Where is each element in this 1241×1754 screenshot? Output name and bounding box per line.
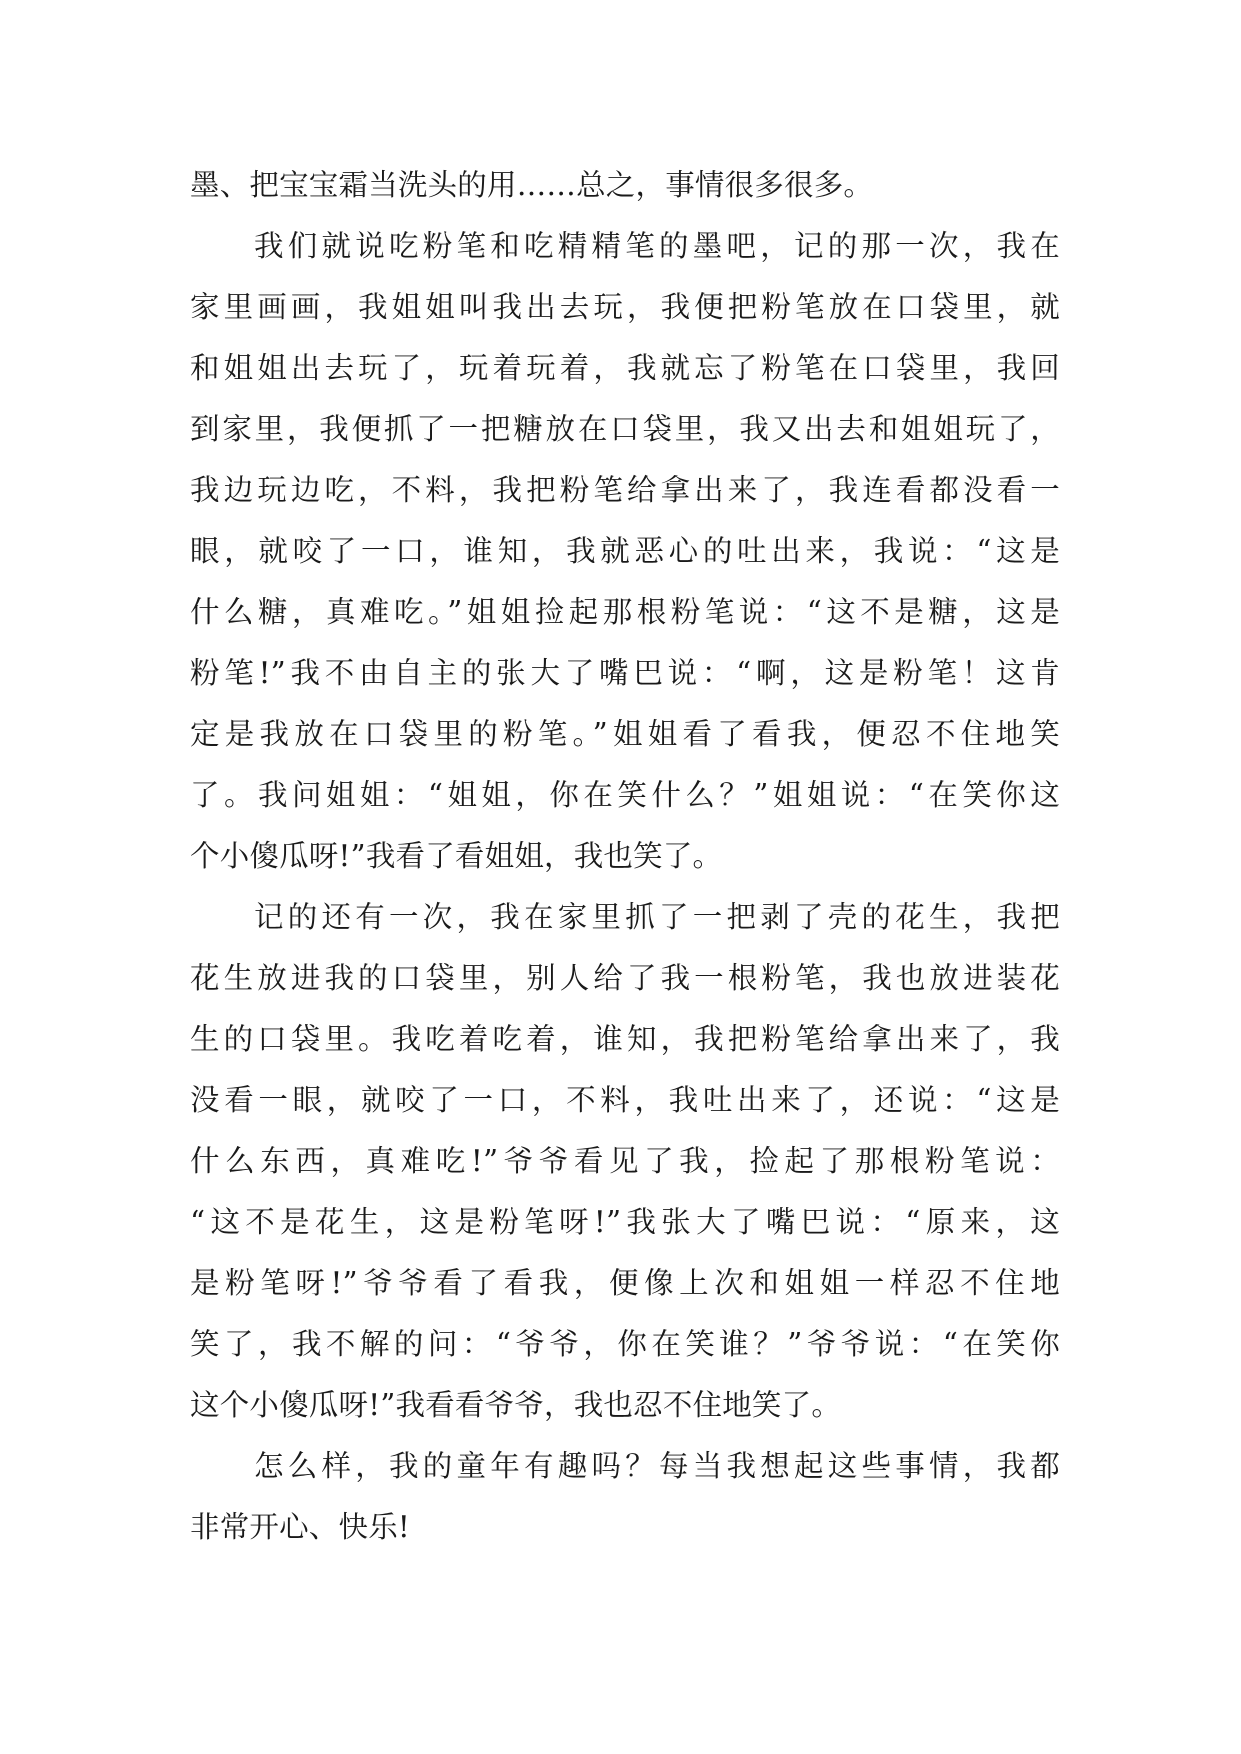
text-line: “这不是花生，这是粉笔呀!”我张大了嘴巴说：“原来，这	[190, 1205, 1060, 1239]
text-line: 这个小傻瓜呀!”我看看爷爷，我也忍不住地笑了。	[190, 1388, 842, 1422]
text-line: 墨、把宝宝霜当洗头的用……总之，事情很多很多。	[190, 168, 874, 202]
text-line: 了。我问姐姐：“姐姐，你在笑什么？”姐姐说：“在笑你这	[190, 778, 1060, 812]
text-line: 是粉笔呀!”爷爷看了看我，便像上次和姐姐一样忍不住地	[190, 1266, 1060, 1300]
text-line: 和姐姐出去玩了，玩着玩着，我就忘了粉笔在口袋里，我回	[190, 351, 1060, 385]
text-line: 记的还有一次，我在家里抓了一把剥了壳的花生，我把	[254, 900, 1060, 934]
text-line: 生的口袋里。我吃着吃着，谁知，我把粉笔给拿出来了，我	[190, 1022, 1060, 1056]
text-line: 定是我放在口袋里的粉笔。”姐姐看了看我，便忍不住地笑	[190, 717, 1060, 751]
text-line: 个小傻瓜呀!”我看了看姐姐，我也笑了。	[190, 839, 723, 873]
text-line: 粉笔!”我不由自主的张大了嘴巴说：“啊，这是粉笔！这肯	[190, 656, 1060, 690]
text-line: 笑了，我不解的问：“爷爷，你在笑谁？”爷爷说：“在笑你	[190, 1327, 1060, 1361]
text-line: 我边玩边吃，不料，我把粉笔给拿出来了，我连看都没看一	[190, 473, 1060, 507]
text-line: 花生放进我的口袋里，别人给了我一根粉笔，我也放进装花	[190, 961, 1060, 995]
text-line: 我们就说吃粉笔和吃精精笔的墨吧，记的那一次，我在	[254, 229, 1060, 263]
text-line: 什么东西，真难吃!”爷爷看见了我，捡起了那根粉笔说：	[190, 1144, 1060, 1178]
text-line: 怎么样，我的童年有趣吗？每当我想起这些事情，我都	[254, 1449, 1060, 1483]
text-line: 到家里，我便抓了一把糖放在口袋里，我又出去和姐姐玩了，	[190, 412, 1060, 446]
text-line: 家里画画，我姐姐叫我出去玩，我便把粉笔放在口袋里，就	[190, 290, 1060, 324]
text-line: 什么糖，真难吃。”姐姐捡起那根粉笔说：“这不是糖，这是	[190, 595, 1060, 629]
text-line: 没看一眼，就咬了一口，不料，我吐出来了，还说：“这是	[190, 1083, 1060, 1117]
document-body	[190, 155, 1060, 1558]
text-line: 眼，就咬了一口，谁知，我就恶心的吐出来，我说：“这是	[190, 534, 1060, 568]
text-line: 非常开心、快乐!	[190, 1510, 410, 1544]
